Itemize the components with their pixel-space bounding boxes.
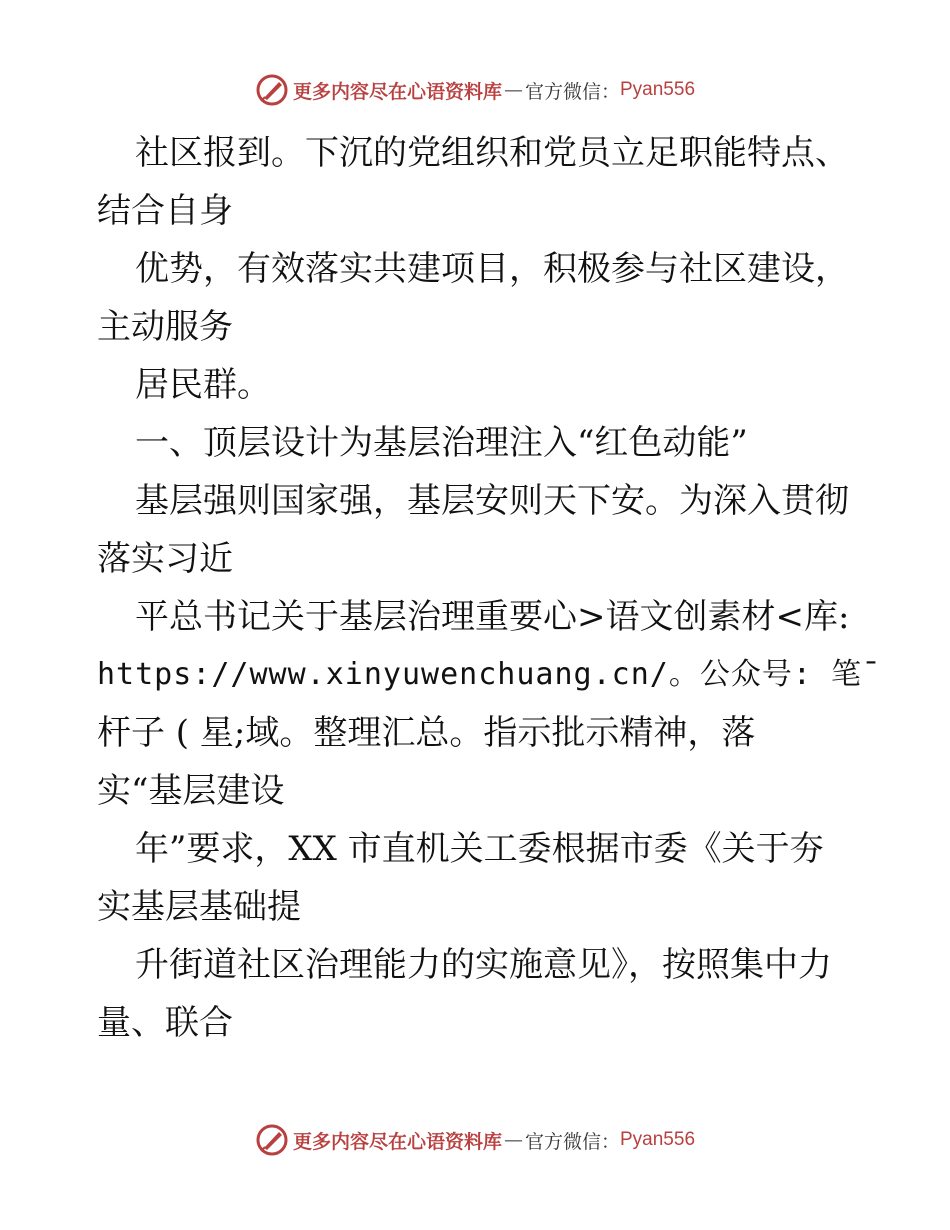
body-line: 结合自身	[97, 191, 233, 231]
watermark-wechat-id: Pyan556	[620, 79, 696, 100]
watermark-wechat-label: 官方微信：	[524, 1130, 620, 1153]
body-line-url: https://www.xinyuwenchuang.cn/。公众号: 笔¯	[97, 657, 882, 692]
quill-logo-icon	[255, 73, 289, 107]
body-line: 量、联合	[97, 1003, 233, 1043]
footer-watermark	[0, 1120, 950, 1160]
watermark-wechat-id: Pyan556	[620, 1129, 696, 1150]
body-line: 实基层基础提	[97, 887, 301, 927]
body-line: 优势，有效落实共建项目，积极参与社区建设，	[135, 249, 849, 289]
watermark-main-text: 更多内容尽在心语资料库	[292, 80, 502, 103]
document-body	[97, 124, 882, 1052]
body-line: 实“基层建设	[97, 771, 285, 811]
watermark-separator: —	[503, 79, 523, 101]
watermark-separator: —	[503, 1129, 523, 1151]
body-line: 社区报到。下沉的党组织和党员立足职能特点、	[135, 133, 849, 173]
header-watermark	[0, 70, 950, 110]
body-line: 杆子 ( 星;域。整理汇总。指示批示精神，落	[97, 713, 756, 753]
body-line: 平总书记关于基层治理重要心>语文创素材<库:	[135, 597, 850, 637]
body-line: 居民群。	[135, 365, 271, 405]
body-line: 升街道社区治理能力的实施意见》，按照集中力	[135, 945, 832, 985]
watermark-wechat-label: 官方微信：	[524, 80, 620, 103]
body-line: 年”要求，XX 市直机关工委根据市委《关于夯	[135, 829, 824, 869]
section-heading: 一、顶层设计为基层治理注入“红色动能”	[135, 423, 748, 463]
quill-logo-icon	[255, 1123, 289, 1157]
body-line: 基层强则国家强，基层安则天下安。为深入贯彻	[135, 481, 849, 521]
watermark-main-text: 更多内容尽在心语资料库	[292, 1130, 502, 1153]
body-line: 主动服务	[97, 307, 233, 347]
body-line: 落实习近	[97, 539, 233, 579]
